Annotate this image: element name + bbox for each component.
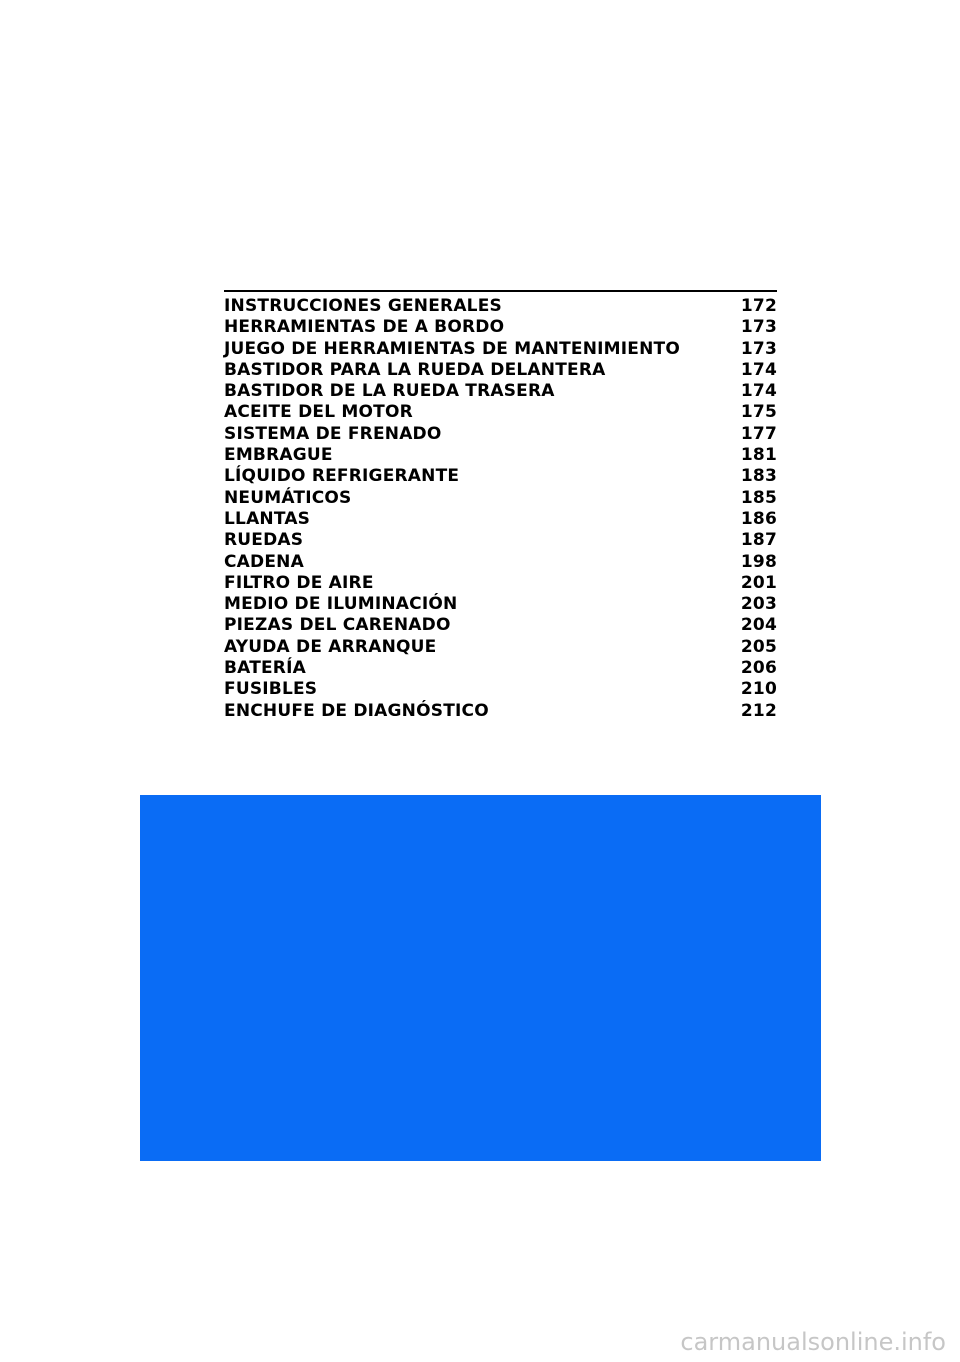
toc-entry-title: FILTRO DE AIRE [224,572,374,593]
toc-entry-title: RUEDAS [224,530,304,551]
toc-entry[interactable] [224,637,777,658]
toc-entry-title: ACEITE DEL MOTOR [224,402,413,423]
toc-entry-title: HERRAMIENTAS DE A BORDO [224,317,505,338]
toc-entry-page: 183 [740,466,777,487]
toc-entry-page: 206 [740,658,777,679]
toc-entry[interactable] [224,381,777,402]
toc-entry[interactable] [224,466,777,487]
toc-entry-title: JUEGO DE HERRAMIENTAS DE MANTENIMIENTO [224,338,680,359]
toc-entry[interactable] [224,424,777,445]
toc-entry[interactable] [224,509,777,530]
toc-entry-title: CADENA [224,551,304,572]
toc-entry-page: 205 [740,636,777,657]
watermark-text: carmanualsonline.info [680,1328,946,1356]
toc-entry[interactable] [224,339,777,360]
toc-entry[interactable] [224,658,777,679]
toc-entry-page: 185 [740,487,777,508]
toc-entry-title: SISTEMA DE FRENADO [224,423,442,444]
toc-entry-page: 173 [740,338,777,359]
toc-entry-page: 172 [740,296,777,316]
toc-entry-page: 203 [740,594,777,615]
toc-entry[interactable] [224,573,777,594]
toc-entry[interactable] [224,594,777,615]
toc-entry[interactable] [224,296,777,317]
toc-entry-title: LÍQUIDO REFRIGERANTE [224,466,460,487]
toc-entry-title: LLANTAS [224,508,311,529]
toc-entry[interactable] [224,530,777,551]
toc-entry-title: AYUDA DE ARRANQUE [224,636,437,657]
toc-entry[interactable] [224,552,777,573]
toc-entry[interactable] [224,317,777,338]
toc-entry-page: 174 [740,381,777,402]
blue-section-panel [140,795,821,1161]
toc-entry-title: FUSIBLES [224,679,318,700]
toc-entry-title: BATERÍA [224,658,306,679]
toc-entry-page: 187 [740,530,777,551]
toc-entry[interactable] [224,445,777,466]
toc-entry-page: 175 [740,402,777,423]
toc-entry-title: BASTIDOR PARA LA RUEDA DELANTERA [224,359,606,380]
toc-entry-page: 186 [740,508,777,529]
toc-entry-page: 181 [740,445,777,466]
toc-entry[interactable] [224,679,777,700]
toc-entry[interactable] [224,701,777,722]
toc-entry-page: 173 [740,317,777,338]
toc-entry-title: EMBRAGUE [224,445,333,466]
toc-entry-page: 201 [740,572,777,593]
toc-entry-title: INSTRUCCIONES GENERALES [224,296,502,316]
toc-entry-title: PIEZAS DEL CARENADO [224,615,451,636]
toc-entry-page: 198 [740,551,777,572]
toc-entry-page: 210 [740,679,777,700]
toc-entry-page: 177 [740,423,777,444]
toc-entry-title: ENCHUFE DE DIAGNÓSTICO [224,700,489,721]
toc-entry[interactable] [224,615,777,636]
toc-entry-page: 212 [740,700,777,721]
toc-entry-title: MEDIO DE ILUMINACIÓN [224,594,458,615]
toc-entry[interactable] [224,360,777,381]
toc-entry-title: NEUMÁTICOS [224,487,352,508]
toc-entry-title: BASTIDOR DE LA RUEDA TRASERA [224,381,555,402]
table-of-contents [224,290,777,722]
toc-entry[interactable] [224,488,777,509]
toc-entry[interactable] [224,402,777,423]
toc-entry-page: 204 [740,615,777,636]
toc-entry-page: 174 [740,359,777,380]
